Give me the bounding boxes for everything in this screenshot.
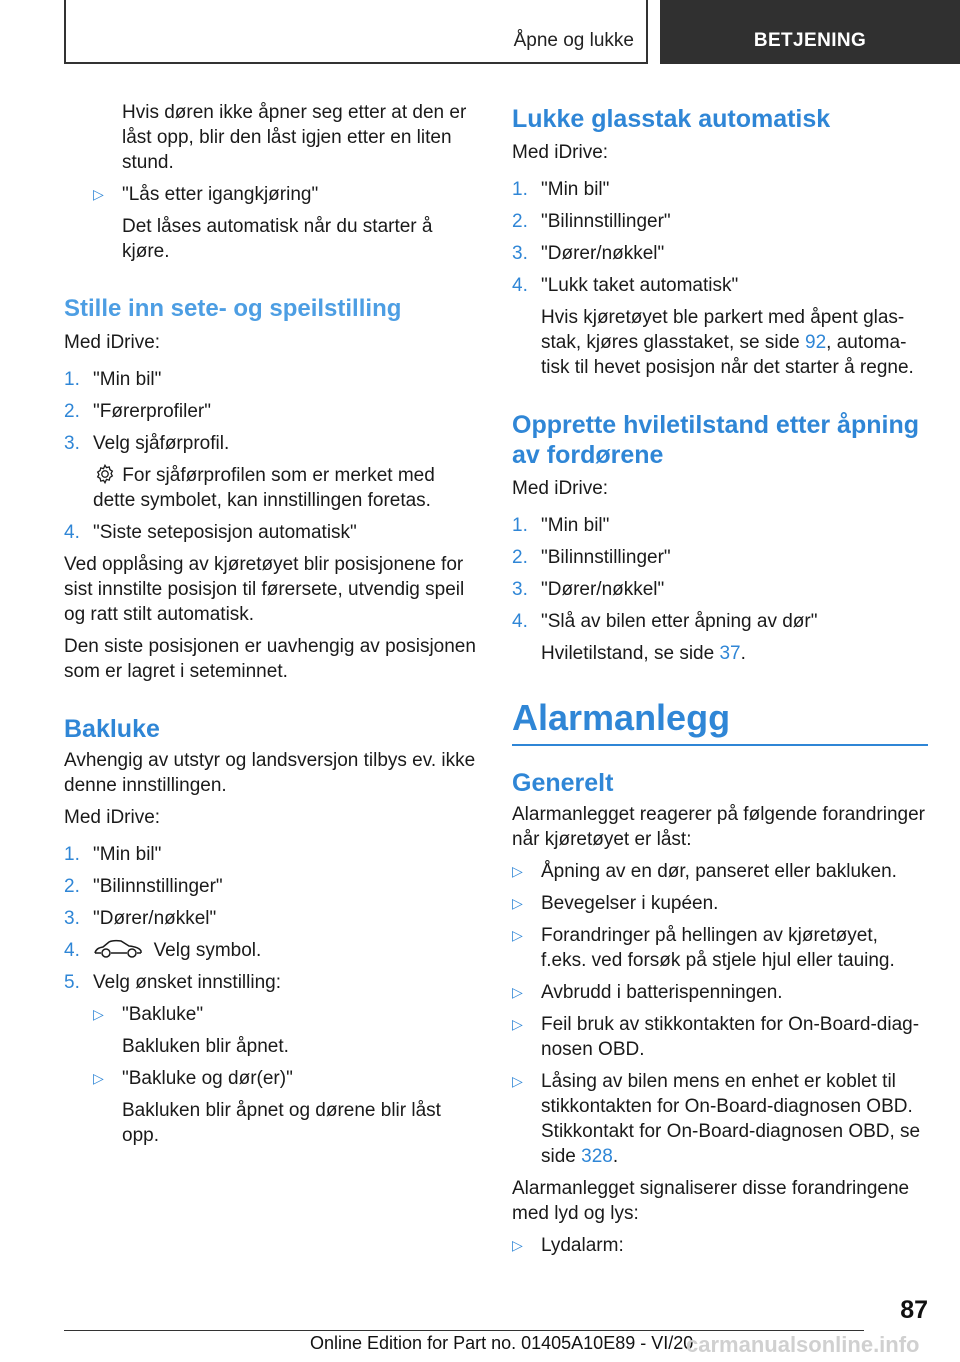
seat-step-3: 3. Velg sjåførprofil. bbox=[64, 433, 230, 454]
bakluke-step-4: 4. Velg symbol. bbox=[64, 940, 262, 961]
seat-heading: Stille inn sete- og speilstilling bbox=[64, 295, 402, 322]
general-paragraph: Alarmanlegget reagerer på følgende forandringer når kjøretøyet er låst: bbox=[512, 804, 925, 850]
triangle-right-icon: ▷ bbox=[512, 895, 523, 911]
bakluke-step-1: 1. "Min bil" bbox=[64, 844, 162, 865]
footer-divider bbox=[64, 1330, 864, 1331]
rest-step-4: 4. "Slå av bilen etter åpning av dør" bbox=[512, 611, 818, 632]
rest-heading: Opprette hviletilstand etter åpning av fordørene bbox=[512, 411, 919, 469]
alarm-bullet-sound: ▷ Lydalarm: bbox=[512, 1235, 624, 1256]
bakluke-step-5: 5. Velg ønsket innstilling: bbox=[64, 972, 281, 993]
triangle-right-icon: ▷ bbox=[512, 863, 523, 879]
page-link-37[interactable]: 37 bbox=[719, 643, 741, 664]
gear-icon bbox=[93, 463, 117, 485]
triangle-right-icon: ▷ bbox=[512, 1073, 523, 1089]
intro-text: Hvis døren ikke åpner seg etter at den er låst opp, blir den låst igjen etter en liten stund. bbox=[122, 102, 467, 173]
bakluke-step-2: 2. "Bilinnstillinger" bbox=[64, 876, 223, 897]
roof-step-3: 3. "Dører/nøkkel" bbox=[512, 243, 665, 264]
option-bakluke-desc: Bakluken blir åpnet. bbox=[122, 1036, 289, 1057]
footer-edition: Online Edition for Part no. 01405A10E89 - VI/20 bbox=[310, 1333, 694, 1353]
roof-heading: Lukke glasstak automatisk bbox=[512, 105, 831, 133]
roof-step-2: 2. "Bilinnstillinger" bbox=[512, 211, 671, 232]
rest-desc: Hviletilstand, se side 37. bbox=[541, 643, 746, 664]
bullet-label: "Lås etter igangkjøring" bbox=[122, 184, 319, 205]
header-section-box bbox=[64, 0, 648, 64]
alarm-bullet-2: ▷ Bevegelser i kupéen. bbox=[512, 893, 719, 914]
seat-with-idrive: Med iDrive: bbox=[64, 332, 161, 353]
roof-step-4: 4. "Lukk taket automatisk" bbox=[512, 275, 739, 296]
alarm-heading: Alarmanlegg bbox=[512, 696, 928, 746]
bakluke-step-3: 3. "Dører/nøkkel" bbox=[64, 908, 217, 929]
page-number: 87 bbox=[900, 1296, 928, 1324]
option-bakluke-dor: ▷ "Bakluke og dør(er)" bbox=[93, 1068, 293, 1089]
triangle-right-icon: ▷ bbox=[93, 186, 104, 202]
alarm-bullet-5: ▷ Feil bruk av stikkontakten for On-Board-diagnosen OBD. bbox=[512, 1014, 920, 1060]
triangle-right-icon: ▷ bbox=[93, 1006, 104, 1022]
alarm-bullet-1: ▷ Åpning av en dør, panseret eller bakluken. bbox=[512, 861, 897, 882]
car-icon bbox=[93, 938, 143, 960]
page-link-328[interactable]: 328 bbox=[581, 1146, 613, 1167]
seat-step-1: 1. "Min bil" bbox=[64, 369, 162, 390]
signal-paragraph: Alarmanlegget signaliserer disse forandringene med lyd og lys: bbox=[512, 1178, 910, 1224]
seat-step-2: 2. "Førerprofiler" bbox=[64, 401, 211, 422]
rest-with-idrive: Med iDrive: bbox=[512, 478, 609, 499]
triangle-right-icon: ▷ bbox=[93, 1070, 104, 1086]
bakluke-with-idrive: Med iDrive: bbox=[64, 807, 161, 828]
alarm-bullet-6: ▷ Låsing av bilen mens en enhet er koblet til stikkontakten for On-Board-diagnosen OBD. bbox=[512, 1071, 913, 1117]
roof-step-1: 1. "Min bil" bbox=[512, 179, 610, 200]
header-tab bbox=[660, 0, 960, 64]
alarm-bullet-3: ▷ Forandringer på hellingen av kjøretøyet, f.eks. ved forsøk på stjele hjul eller tauing. bbox=[512, 925, 895, 971]
general-heading: Generelt bbox=[512, 769, 614, 797]
obd-note: Stikkontakt for On-Board-diagnosen OBD, se side 328. bbox=[541, 1121, 921, 1167]
bullet-lock-after-start bbox=[64, 182, 480, 207]
bakluke-heading: Bakluke bbox=[64, 715, 160, 743]
seat-paragraph-2: Den siste posisjonen er uavhengig av posisjonen som er lagret i seteminnet. bbox=[64, 636, 476, 682]
rest-step-2: 2. "Bilinnstillinger" bbox=[512, 547, 671, 568]
triangle-right-icon: ▷ bbox=[512, 1237, 523, 1253]
right-column bbox=[512, 100, 928, 1258]
page-link-92[interactable]: 92 bbox=[805, 332, 827, 353]
header-tab-label: BETJENING bbox=[753, 30, 867, 51]
roof-with-idrive: Med iDrive: bbox=[512, 142, 609, 163]
seat-paragraph-1: Ved opplåsing av kjøretøyet blir posisjonene for sist innstilte posisjon til førersete, utvendig speil og ratt stilt automatisk. bbox=[64, 554, 465, 625]
seat-step-4: 4. "Siste seteposisjon automatisk" bbox=[64, 522, 357, 543]
triangle-right-icon: ▷ bbox=[512, 984, 523, 1000]
bakluke-paragraph: Avhengig av utstyr og landsversjon tilbys ev. ikke denne innstillingen. bbox=[64, 750, 476, 796]
option-bakluke: ▷ "Bakluke" bbox=[93, 1004, 204, 1025]
rest-step-3: 3. "Dører/nøkkel" bbox=[512, 579, 665, 600]
triangle-right-icon: ▷ bbox=[512, 1016, 523, 1032]
bullet-desc: Det låses automatisk når du starter å kjøre. bbox=[122, 216, 433, 262]
rest-step-1: 1. "Min bil" bbox=[512, 515, 610, 536]
watermark: carmanualsonline.info bbox=[686, 1332, 920, 1357]
left-column bbox=[64, 100, 480, 1148]
seat-note: For sjåførprofilen som er merket med dette symbolet, kan innstillingen foretas. bbox=[93, 465, 435, 511]
option-bakluke-dor-desc: Bakluken blir åpnet og dørene blir låst opp. bbox=[122, 1100, 441, 1146]
roof-desc: Hvis kjøretøyet ble parkert med åpent glasstak, kjøres glasstaket, se side 92, automatisk til hevet posisjon når det starter å regne. bbox=[541, 307, 914, 378]
header-section-title: Åpne og lukke bbox=[513, 30, 634, 51]
alarm-bullet-4: ▷ Avbrudd i batterispenningen. bbox=[512, 982, 783, 1003]
triangle-right-icon: ▷ bbox=[512, 927, 523, 943]
